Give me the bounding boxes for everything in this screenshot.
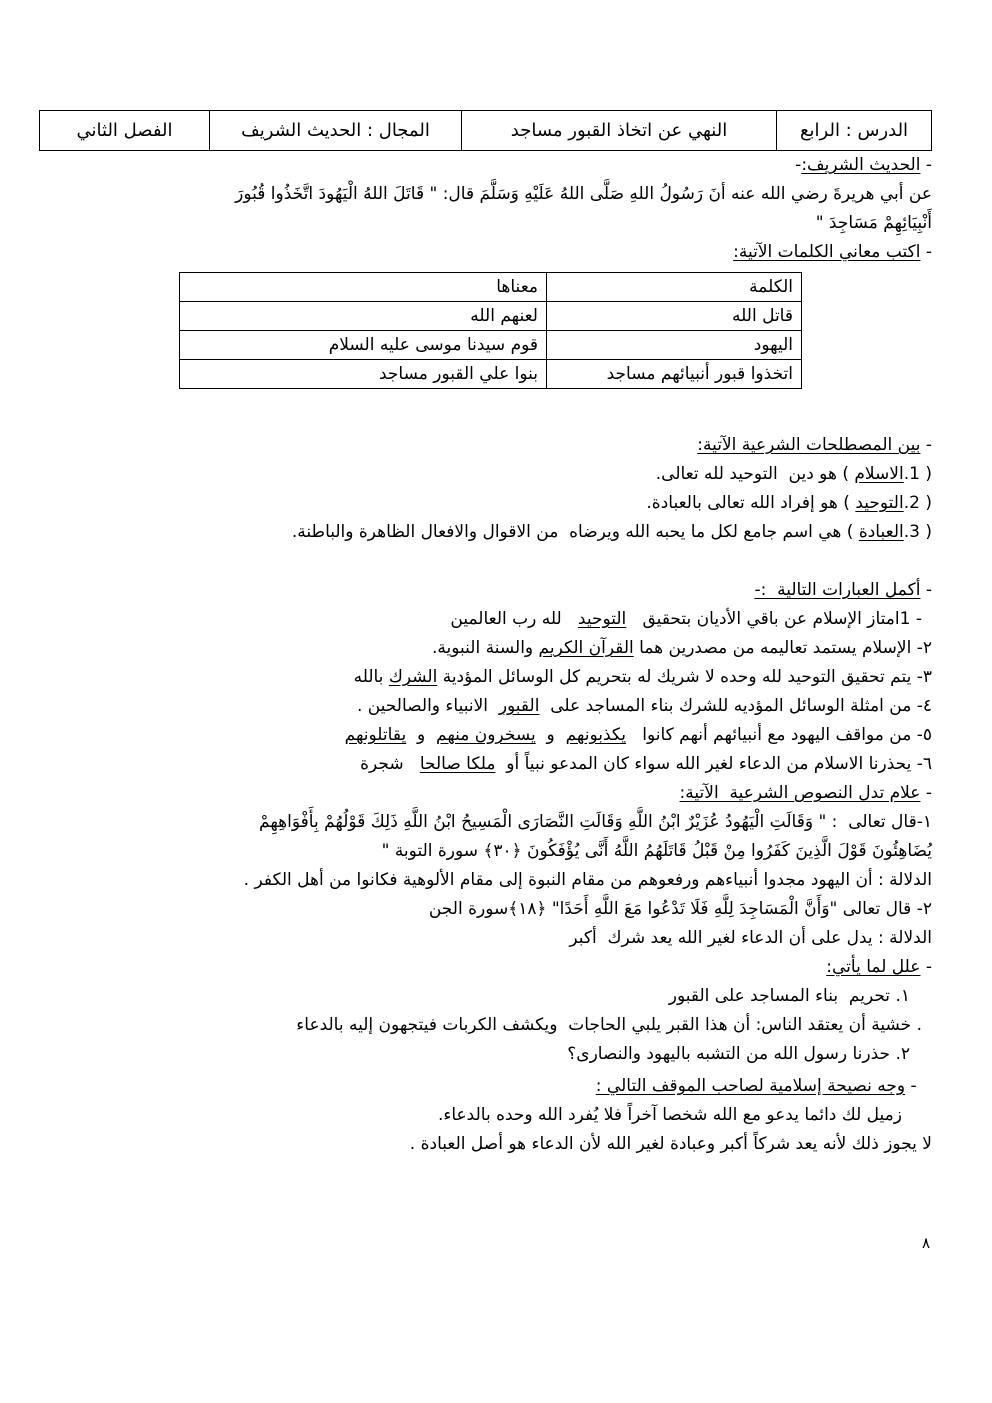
vocab-table bbox=[179, 272, 802, 389]
text: ٣- يتم تحقيق التوحيد لله وحده لا شريك له بتحريم كل الوسائل المؤدية bbox=[437, 667, 932, 687]
term-item-2 bbox=[38, 489, 932, 518]
terms-section-title bbox=[38, 431, 932, 460]
evidence-verse1-line-1 bbox=[38, 808, 932, 837]
underlined-text: التوحيد bbox=[855, 493, 904, 513]
table-cell: قاتل الله bbox=[547, 302, 802, 331]
completion-item-5 bbox=[38, 721, 932, 750]
reason-answer-1 bbox=[38, 1011, 932, 1040]
text: شجرة bbox=[360, 754, 420, 774]
table-header-cell: معناها bbox=[180, 273, 547, 302]
completion-item-3 bbox=[38, 663, 932, 692]
text: و bbox=[406, 725, 437, 745]
vocab-section-title bbox=[38, 238, 932, 267]
text: لله رب العالمين bbox=[450, 609, 578, 629]
underlined-text: يكذبونهم bbox=[565, 725, 627, 745]
table-row bbox=[180, 360, 802, 389]
table-cell: بنوا علي القبور مساجد bbox=[180, 360, 547, 389]
text: ) هو إفراد الله تعالى بالعبادة. bbox=[646, 493, 856, 513]
text: والسنة النبوية. bbox=[432, 638, 539, 658]
underlined-text: يقاتلونهم bbox=[344, 725, 407, 745]
underlined-text: التوحيد bbox=[577, 609, 627, 629]
completion-item-1 bbox=[38, 605, 932, 634]
evidence-dalala-1 bbox=[38, 866, 932, 895]
text: الدلالة : أن اليهود مجدوا أنبياءهم ورفعوهم من مقام النبوة إلى مقام الألوهية فكانوا من أهل الكفر . bbox=[243, 870, 932, 890]
page-number-value: ٨ bbox=[921, 1234, 930, 1252]
evidence-verse1-line-2 bbox=[38, 837, 932, 866]
completion-item-6 bbox=[38, 750, 932, 779]
advice-section-title bbox=[38, 1072, 932, 1101]
text: زميل لك دائما يدعو مع الله شخصا آخراً فلا يُفرد الله وحده بالدعاء. bbox=[437, 1105, 902, 1125]
text: الانبياء والصالحين . bbox=[356, 696, 499, 716]
hadith-section-title bbox=[38, 151, 932, 180]
text: - bbox=[905, 1076, 922, 1096]
text: عن أبي هريرةَ رضي الله عنه أنَ رَسُولُ اللهِ صَلَّى اللهُ عَلَيْهِ وَسَلَّمَ قال: " قَاتَلَ اللهُ الْيَهُودَ اتَّخَذُوا قُبُورَ bbox=[235, 184, 932, 204]
underlined-text: القرآن الكريم bbox=[538, 638, 634, 658]
text: - 1امتاز الإسلام عن باقي الأديان بتحقيق bbox=[626, 609, 922, 629]
evidence-verse2-line bbox=[38, 895, 932, 924]
underlined-text: القبور bbox=[498, 696, 540, 716]
table-header-row bbox=[180, 273, 802, 302]
table-cell: لعنهم الله bbox=[180, 302, 547, 331]
underlined-text: علل لما يأتي: bbox=[826, 957, 921, 977]
text: أَنْبِيَائِهِمْ مَسَاجِدَ " bbox=[815, 213, 932, 233]
text: - bbox=[920, 242, 932, 262]
text: - bbox=[920, 957, 932, 977]
text: ( 3. bbox=[903, 522, 932, 542]
reason-question-2 bbox=[38, 1040, 932, 1069]
completion-section-title bbox=[38, 576, 932, 605]
header-cell-term: الفصل الثاني bbox=[40, 111, 210, 151]
underlined-text: وجه نصيحة إسلامية لصاحب الموقف التالي : bbox=[595, 1076, 906, 1096]
underlined-text: علام تدل النصوص الشرعية الآتية: bbox=[679, 783, 921, 803]
hadith-line-2 bbox=[38, 209, 932, 238]
underlined-text: الحديث الشريف: bbox=[801, 155, 921, 175]
header-row bbox=[40, 111, 932, 151]
evidence-dalala-2 bbox=[38, 924, 932, 953]
text: الدلالة : يدل على أن الدعاء لغير الله يعد شرك أكبر bbox=[569, 928, 932, 948]
term-item-3 bbox=[38, 518, 932, 547]
completion-item-4 bbox=[38, 692, 932, 721]
text: بالله bbox=[353, 667, 389, 687]
vocab-table-body bbox=[180, 273, 802, 389]
header-cell-field: المجال : الحديث الشريف bbox=[210, 111, 462, 151]
text: ( 1. bbox=[903, 464, 932, 484]
table-cell: اتخذوا قبور أنبيائهم مساجد bbox=[547, 360, 802, 389]
completion-item-2 bbox=[38, 634, 932, 663]
hadith-line-1 bbox=[38, 180, 932, 209]
reason-question-1 bbox=[38, 982, 932, 1011]
evidence-section-title bbox=[38, 779, 932, 808]
text: و bbox=[535, 725, 566, 745]
term-item-1 bbox=[38, 460, 932, 489]
text: ٢. حذرنا رسول الله من التشبه باليهود والنصارى؟ bbox=[567, 1044, 910, 1064]
table-header-cell: الكلمة bbox=[547, 273, 802, 302]
table-row bbox=[180, 331, 802, 360]
text: ١-قال تعالى : " وَقَالَتِ الْيَهُودُ عُزَيْرٌ ابْنُ اللَّهِ وَقَالَتِ النَّصَارَى الْمَسِيحُ ابْنُ اللَّهِ ذَلِكَ قَوْلُهُمْ بِأَفْوَاهِهِمْ bbox=[259, 812, 932, 832]
text: ٢- الإسلام يستمد تعاليمه من مصدرين هما bbox=[633, 638, 932, 658]
advice-answer bbox=[38, 1130, 932, 1159]
underlined-text: ملكا صالحا bbox=[419, 754, 496, 774]
text: - bbox=[795, 155, 802, 175]
text: - bbox=[920, 155, 932, 175]
text: ) هي اسم جامع لكل ما يحبه الله ويرضاه من الاقوال والافعال الظاهرة والباطنة. bbox=[291, 522, 859, 542]
table-row bbox=[180, 302, 802, 331]
header-cell-topic: النهي عن اتخاذ القبور مساجد bbox=[462, 111, 777, 151]
text: . خشية أن يعتقد الناس: أن هذا القبر يلبي الحاجات ويكشف الكربات فيتجهون إليه بالدعاء bbox=[296, 1015, 922, 1035]
text: لا يجوز ذلك لأنه يعد شركاً أكبر وعبادة لغير الله لأن الدعاء هو أصل العبادة . bbox=[409, 1134, 932, 1154]
underlined-text: اكتب معاني الكلمات الآتية: bbox=[733, 242, 921, 262]
text: - bbox=[920, 435, 932, 455]
text: ٤- من امثلة الوسائل المؤديه للشرك بناء المساجد على bbox=[539, 696, 932, 716]
text: ) هو دين التوحيد لله تعالى. bbox=[655, 464, 855, 484]
advice-situation bbox=[38, 1101, 932, 1130]
text: يُضَاهِئُونَ قَوْلَ الَّذِينَ كَفَرُوا مِنْ قَبْلُ قَاتَلَهُمُ اللَّهُ أَنَّى يُؤْفَكُونَ ﴿٣٠﴾ سورة التوبة " bbox=[381, 841, 932, 861]
text: - bbox=[920, 580, 932, 600]
underlined-text: العبادة bbox=[858, 522, 904, 542]
table-cell: اليهود bbox=[547, 331, 802, 360]
header-table bbox=[39, 110, 932, 151]
header-cell-lesson: الدرس : الرابع bbox=[777, 111, 932, 151]
underlined-text: بين المصطلحات الشرعية الآتية: bbox=[697, 435, 921, 455]
reasons-section-title bbox=[38, 953, 932, 982]
underlined-text: الشرك bbox=[388, 667, 438, 687]
text: ٢- قال تعالى "وَأَنَّ الْمَسَاجِدَ لِلَّهِ فَلَا تَدْعُوا مَعَ اللَّهِ أَحَدًا" ﴿١٨﴾سورة الجن bbox=[428, 899, 932, 919]
text: ١. تحريم بناء المساجد على القبور bbox=[668, 986, 910, 1006]
underlined-text: يسخرون منهم bbox=[436, 725, 536, 745]
text: - bbox=[920, 783, 932, 803]
text: ٦- يحذرنا الاسلام من الدعاء لغير الله سواء كان المدعو نبياً أو bbox=[495, 754, 932, 774]
underlined-text: أكمل العبارات التالية :- bbox=[754, 580, 921, 600]
text: ٥- من مواقف اليهود مع أنبيائهم أنهم كانوا bbox=[626, 725, 932, 745]
underlined-text: الاسلام bbox=[854, 464, 904, 484]
table-cell: قوم سيدنا موسى عليه السلام bbox=[180, 331, 547, 360]
text: ( 2. bbox=[903, 493, 932, 513]
